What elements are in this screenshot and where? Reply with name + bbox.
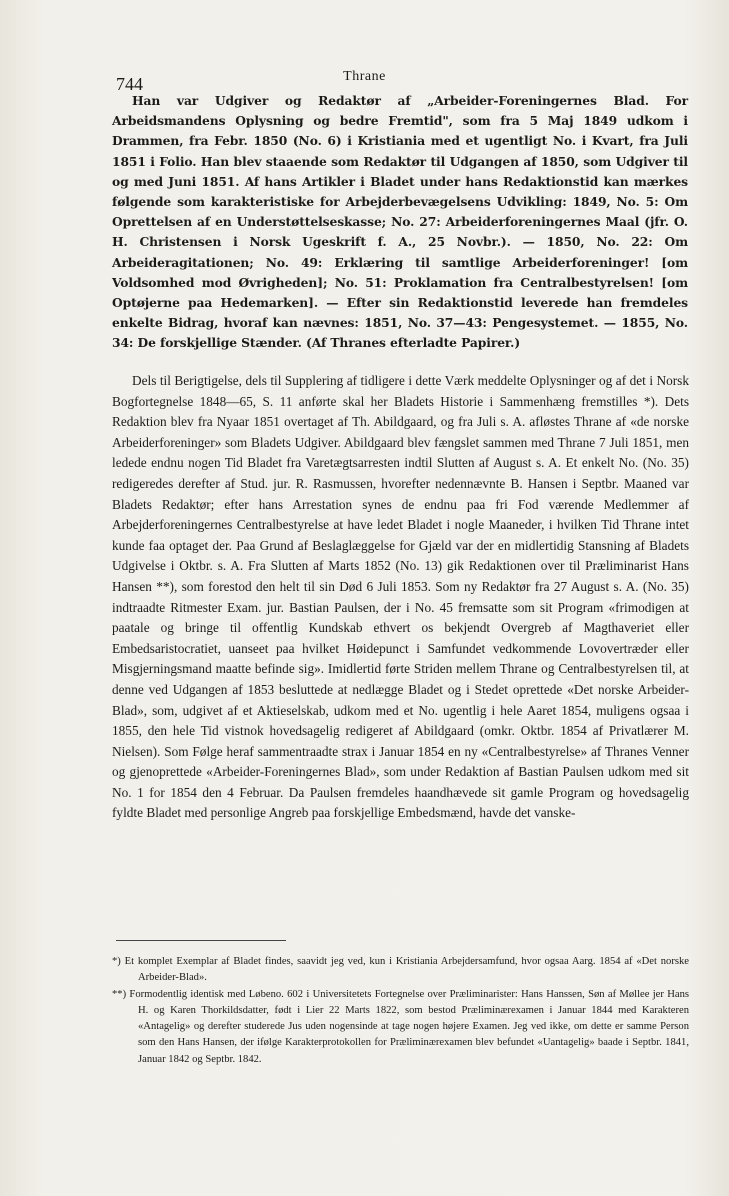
fraktur-paragraph: Han var Udgiver og Redaktør af „Arbeider-Foreningernes Blad. For Arbeidsmandens Oplysning og bedre Fremtid", som fra 5 Maj 1849 udkom i Drammen, fra Febr. 1850 (No. 6) i Kristiania med et ugentligt No. i Kvart, fra Juli 1851 i Folio. Han blev staaende som Redaktør til Udgangen af 1850, som Udgiver til og med Juni 1851. Af hans Artikler i Bladet under hans Redaktionstid kan mærkes følgende som karakteristiske for Arbejderbevægelsens Udvikling: 1849, No. 5: Om Oprettelsen af en Understøttelseskasse; No. 27: Arbeiderforeningernes Maal (jfr. O. H. Christensen i Norsk Ugeskrift f. A., 25 Novbr.). — 1850, No. 22: Om Arbeideragitationen; No. 49: Erklæring til samtlige Arbeiderforeninger! [om Voldsomhed mod Øvrigheden]; No. 51: Proklamation fra Centralbestyrelsen! [om Optøjerne paa Hedemarken]. — Efter sin Redaktionstid leverede han fremdeles enkelte Bidrag, hvoraf kan nævnes: 1851, No. 37—43: Pengesystemet. — 1855, No. 34: De forskjellige Stænder. (Af Thranes efterladte Papirer.) xyxy=(112,93,688,351)
footnote-1: *) Et komplet Exemplar af Bladet findes, saavidt jeg ved, kun i Kristiania Arbejdersamfund, hvor ogsaa Aarg. 1854 af «Det norske Arbeider-Blad». xyxy=(112,956,689,984)
body-text-block xyxy=(112,371,689,824)
body-paragraph: Dels til Berigtigelse, dels til Supplering af tidligere i dette Værk meddelte Oplysninger og af det i Norsk Bogfortegnelse 1848—65, S. 11 anførte skal her Bladets Historie i Sammenhæng fremstilles *). Dets Redaktion blev fra Nyaar 1851 overtaget af Th. Abildgaard, og fra Juli s. A. afløstes Thrane af «de norske Arbeiderforeninger» som Bladets Udgiver. Abildgaard blev fængslet sammen med Thrane 7 Juli 1851, men ledede endnu nogen Tid Bladet fra Varetægtsarresten indtil Slutten af August s. A. Et enkelt No. (No. 35) redigeredes derefter af Stud. jur. R. Rasmussen, hvorefter nedennævnte B. Hansen i Septbr. Maaned var Bladets Redaktør; efter hans Arrestation synes de endnu paa fri Fod værende Medlemmer af Arbejderforeningernes Centralbestyrelse at have ledet Bladet i nogle Maaneder, i hvilken Tid Thrane intet kunde faa optaget der. Paa Grund af Beslaglæggelse for Gjæld var der en midlertidig Stansning af Bladets Udgivelse i Oktbr. s. A. Fra Slutten af Marts 1852 (No. 13) gik Redaktionen over til Præliminarist Hans Hansen **), som forestod den helt til sin Død 6 Juli 1853. Som ny Redaktør fra 27 August s. A. (No. 35) indtraadte Ritmester Exam. jur. Bastian Paulsen, der i No. 45 fremsatte som sit Program «frimodigen at paatale og bringe til offentlig Kundskab ethvert os bekjendt Overgreb af Magthaveriet eller Embedsaristocratiet, uanseet paa hvilket Høidepunct i Samfundet vedkommende Lovovertræder eller Misgjerningsmand maatte befinde sig». Imidlertid førte Striden mellem Thrane og Centralbestyrelsen til, at denne ved Udgangen af 1853 besluttede at nedlægge Bladet og i Stedet oprettede «Det norske Arbeider-Blad», som, udgivet af et Aktieselskab, udkom med et No. ugentlig i hele Aaret 1854, muligens ogsaa i 1855, den hele Tid vistnok hovedsagelig redigeret af Abildgaard (omkr. Oktbr. 1854 af Privatlærer M. Nielsen). Som Følge heraf sammentraadte strax i Januar 1854 en ny «Centralbestyrelse» af Thranes Venner og gjenoprettede «Arbeider-Foreningernes Blad», som under Redaktion af Bastian Paulsen udkom med sit No. 1 for 1854 den 4 Februar. Da Paulsen fremdeles haandhævede sit gamle Program og hovedsagelig fyldte Bladet med personlige Angreb paa forskjellige Embedsmænd, havde det vanske- xyxy=(112,373,689,821)
footnote-divider xyxy=(116,940,286,941)
page-number: 744 xyxy=(116,74,143,94)
footnote-2: **) Formodentlig identisk med Løbeno. 602 i Universitetets Fortegnelse over Præliminarister: Hans Hanssen, Søn af Møllee jer Hans H. og Karen Thorkildsdatter, født i Lier 22 Marts 1822, som bestod Præliminærexamen i Januar 1844 med Karakteren «Antagelig» og derefter studerede Jus uden nogensinde at tage nogen højere Examen. Jeg ved ikke, om dette er samme Person som den Hans Hansen, der ifølge Karakterprotokollen for Præliminærexamen blev befundet «Uantagelig» baade i Septbr. 1841, Januar 1842 og Septbr. 1842. xyxy=(112,988,689,1065)
running-head: Thrane xyxy=(343,69,386,84)
footnotes xyxy=(112,954,689,1068)
fraktur-paragraph-block xyxy=(112,91,688,354)
